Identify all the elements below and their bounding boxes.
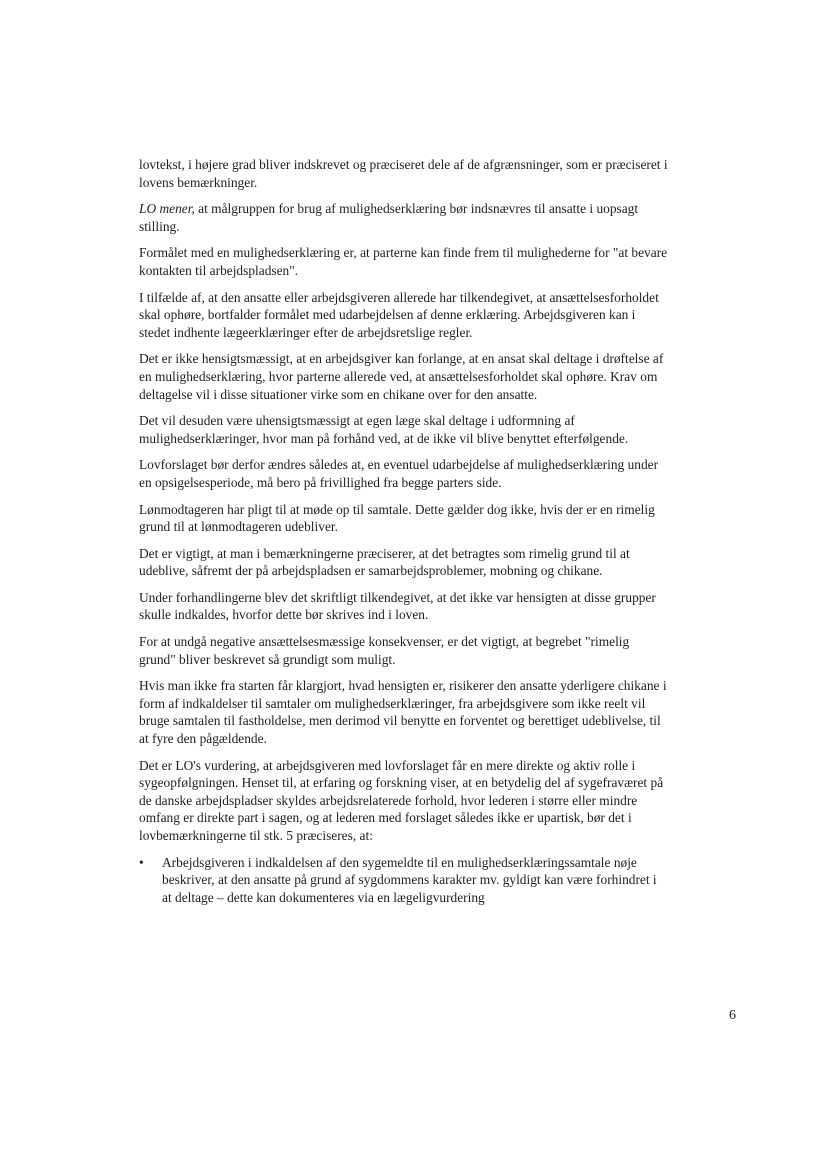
paragraph: Hvis man ikke fra starten får klargjort, hvad hensigten er, risikerer den ansatte yderligere chikane i form af indkaldelser til samtaler om mulighedserklæringer, fra arbejdsgivere som ikke reelt vil bruge samtalen til fastholdelse, men derimod vil benytte en forventet og berettiget udeblivelse, til at fyre den pågældende. (139, 678, 667, 747)
lo-mener-lead: LO mener, (139, 201, 195, 217)
list-item (139, 854, 669, 907)
bullet-dot-icon: • (139, 854, 144, 870)
paragraph: Det er LO's vurdering, at arbejdsgiveren med lovforslaget får en mere direkte og aktiv rolle i sygeopfølgningen. Henset til, at erfaring og forskning viser, at en betydelig del af sygefraværet på de danske arbejdspladser skyldes arbejdsrelaterede forhold, hvor lederen i større eller mindre omfang er direkte part i sagen, og at lederen med forslaget således ikke er upartisk, bør det i lovbemærkningerne til stk. 5 præciseres, at: (139, 757, 664, 843)
paragraph: Det er ikke hensigtsmæssigt, at en arbejdsgiver kan forlange, at en ansat skal deltage i drøftelse af en mulighedserklæring, hvor parterne allerede ved, at ansættelsesforholdet skal ophøre. Krav om deltagelse vil i disse situationer virke som en chikane over for den ansatte. (139, 351, 664, 402)
body-text (139, 156, 669, 906)
paragraph: Det vil desuden være uhensigtsmæssigt at egen læge skal deltage i udformning af mulighedserklæringer, hvor man på forhånd ved, at de ikke vil blive benyttet efterfølgende. (139, 413, 629, 446)
paragraph: Lønmodtageren har pligt til at møde op til samtale. Dette gælder dog ikke, hvis der er en rimelig grund til at lønmodtageren udebliver. (139, 501, 655, 535)
page-number: 6 (729, 1008, 736, 1023)
paragraph: Under forhandlingerne blev det skriftligt tilkendegivet, at det ikke var hensigten at disse grupper skulle indkaldes, hvorfor dette bør skrives ind i loven. (139, 589, 656, 623)
paragraph: lovtekst, i højere grad bliver indskrevet og præciseret dele af de afgrænsninger, som er præciseret i lovens bemærkninger. (139, 157, 668, 190)
paragraph-lo-mener (139, 200, 669, 235)
list-item-text: Arbejdsgiveren i indkaldelsen af den sygemeldte til en mulighedserklæringssamtale nøje beskriver, at den ansatte på grund af sygdommens karakter mv. gyldigt kan være forhindret i at deltage – dette kan dokumenteres via en lægeligvurdering (162, 854, 657, 905)
paragraph: For at undgå negative ansættelsesmæssige konsekvenser, er det vigtigt, at begrebet "rimelig grund" bliver beskrevet så grundigt som muligt. (139, 634, 630, 667)
paragraph: Formålet med en mulighedserklæring er, at parterne kan finde frem til mulighederne for "at bevare kontakten til arbejdspladsen". (139, 245, 668, 278)
paragraph: Det er vigtigt, at man i bemærkningerne præciserer, at det betragtes som rimelig grund til at udeblive, såfremt der på arbejdspladsen er samarbejdsproblemer, mobning og chikane. (139, 545, 630, 579)
paragraph-text: at målgruppen for brug af mulighedserklæring bør indsnævres til ansatte i uopsagt stilling. (139, 201, 639, 234)
paragraph: Lovforslaget bør derfor ændres således at, en eventuel udarbejdelse af mulighedserklæring under en opsigelsesperiode, må bero på frivillighed fra begge parters side. (139, 457, 659, 490)
paragraph: I tilfælde af, at den ansatte eller arbejdsgiveren allerede har tilkendegivet, at ansættelsesforholdet skal ophøre, bortfalder formålet med udarbejdelsen af denne erklæring. Arbejdsgiveren kan i stedet indhente lægeerklæringer efter de arbejdsretslige regler. (139, 289, 659, 340)
bullet-list (139, 854, 669, 907)
